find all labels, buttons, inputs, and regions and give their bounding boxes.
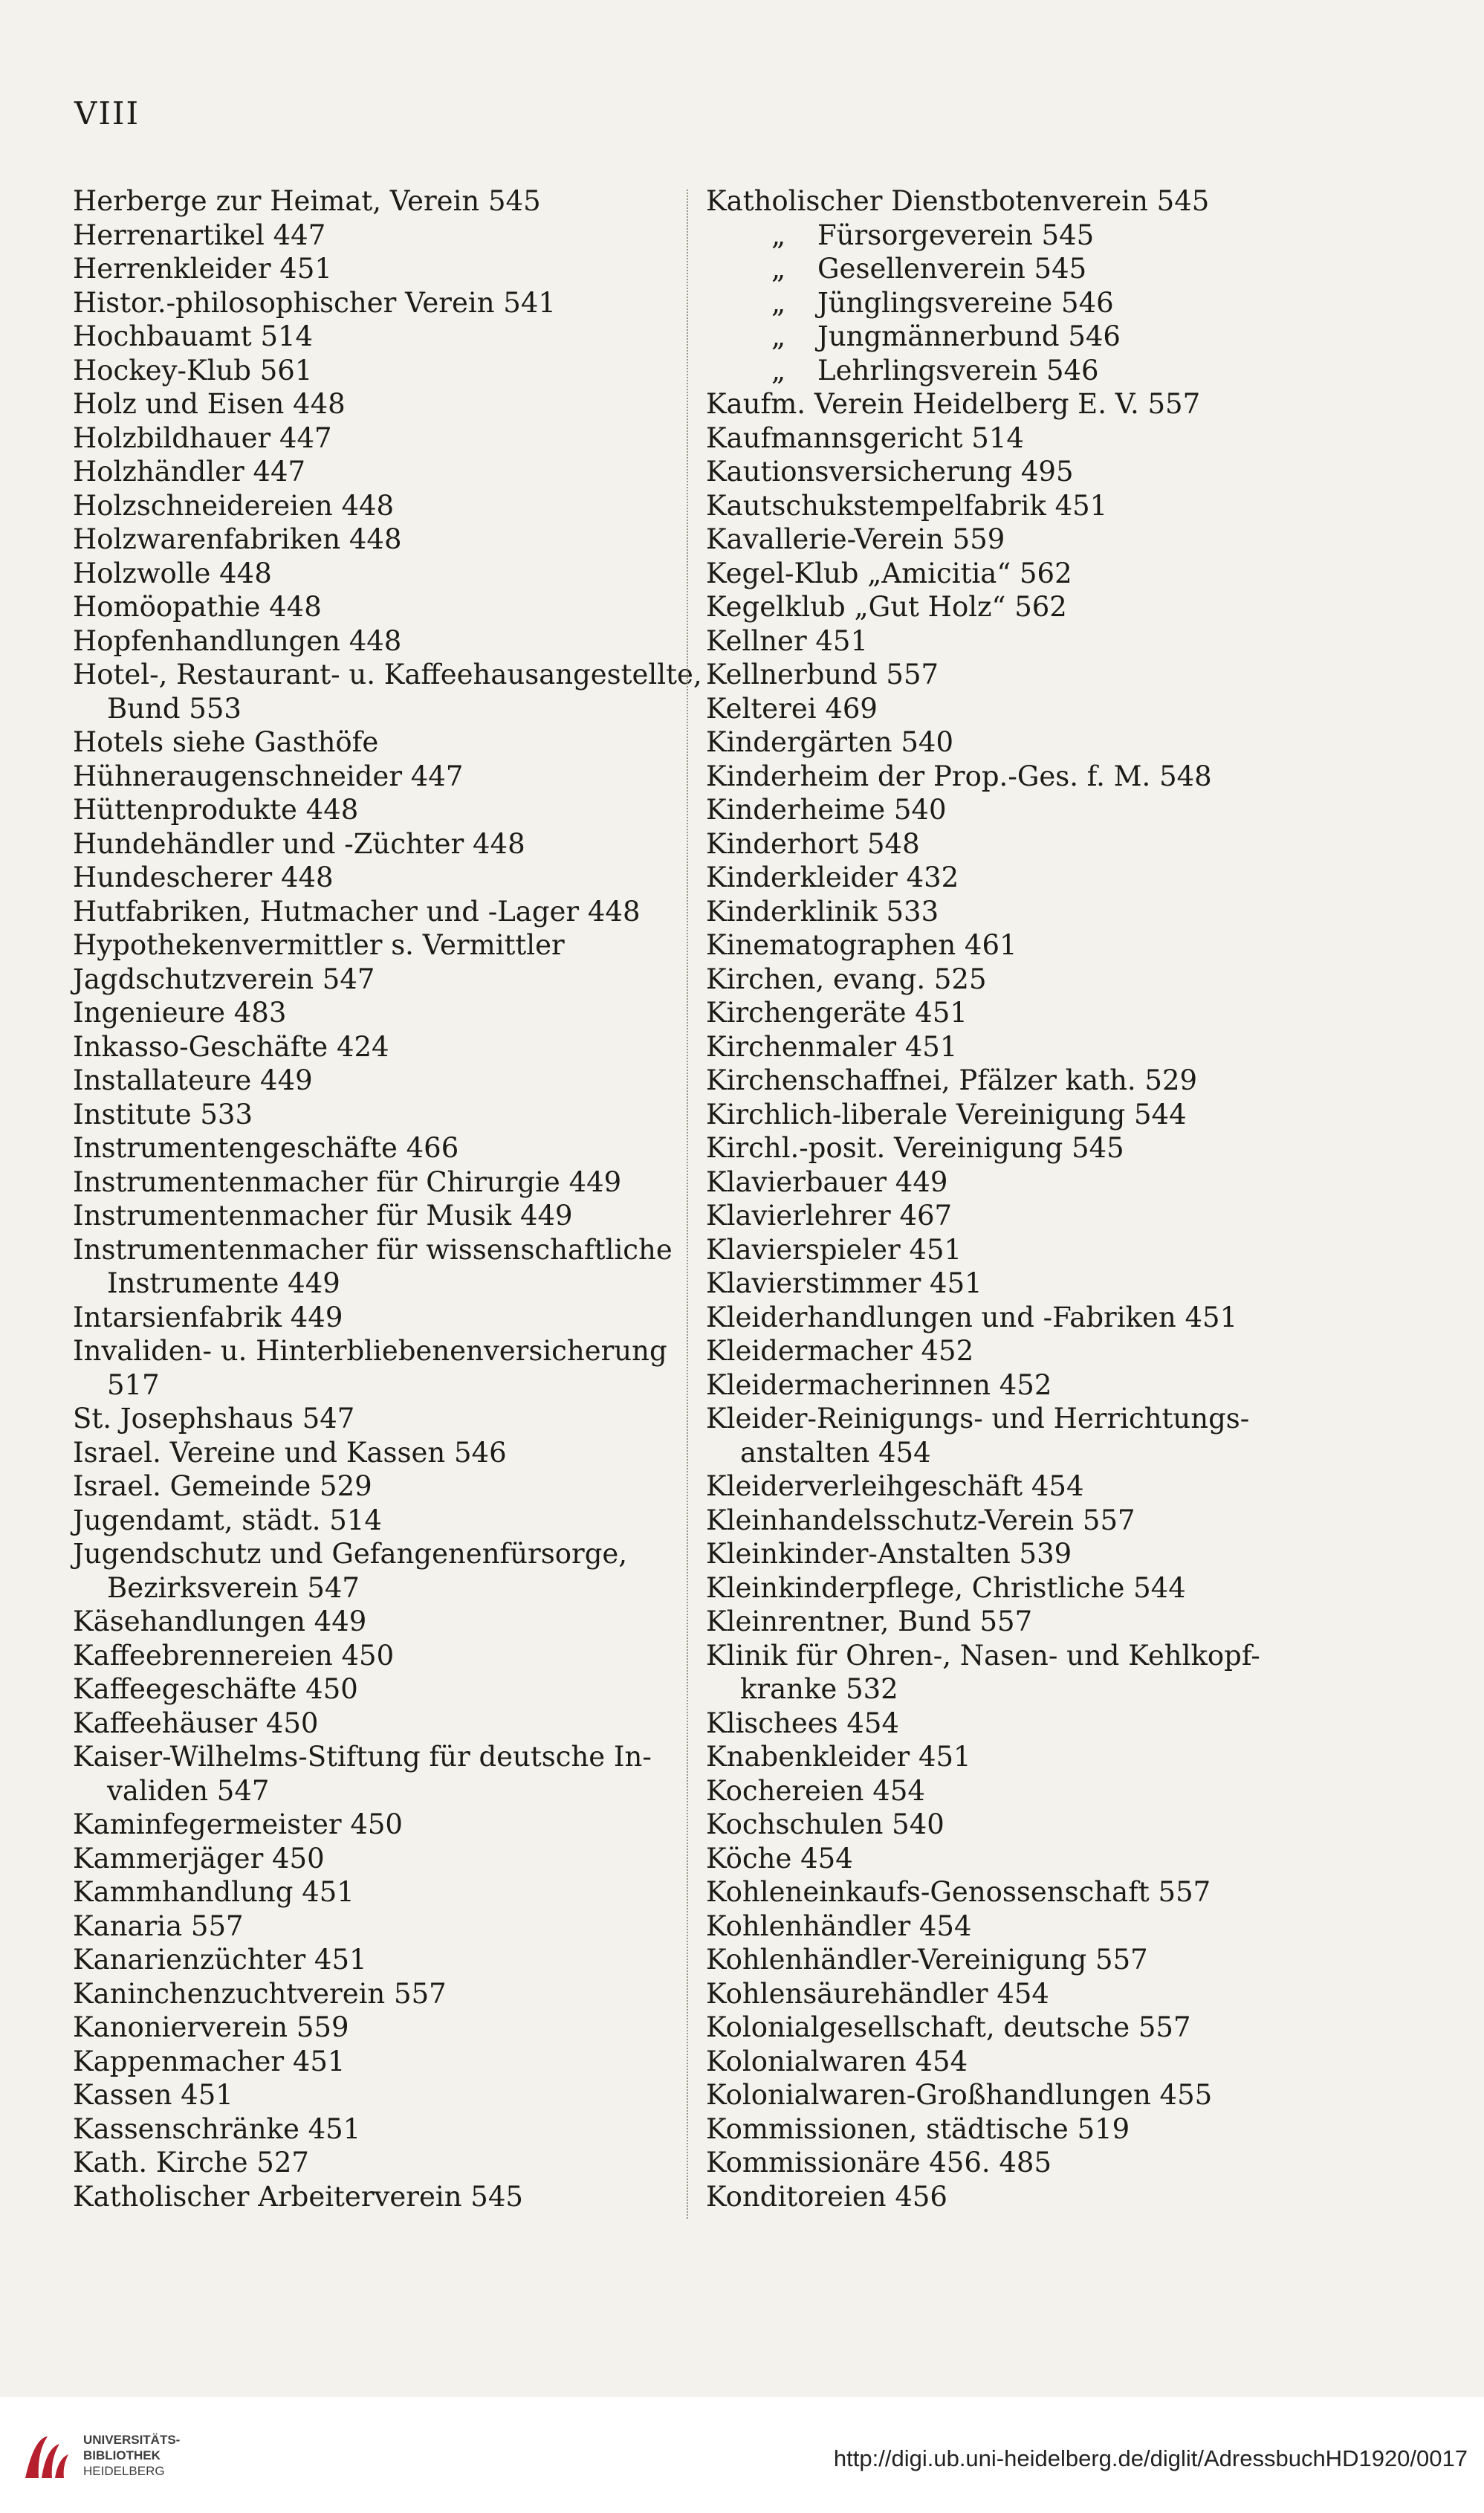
index-entry-text: Kleiderverleihgeschäft 454 [706, 1470, 1084, 1502]
index-entry-text: Kleidermacherinnen 452 [706, 1368, 1052, 1401]
index-entry-text: Kohlenhändler 454 [706, 1909, 972, 1942]
index-entry-text: Kochschulen 540 [706, 1808, 944, 1840]
index-entry-text: Kegelklub „Gut Holz“ 562 [706, 591, 1067, 623]
institution-line-2: BIBLIOTHEK [83, 2448, 161, 2462]
index-entry-text: Kohleneinkaufs-Genossenschaft 557 [706, 1876, 1211, 1908]
index-entry-text: Herrenkleider 451 [73, 253, 332, 285]
index-entry-text: Holzbildhauer 447 [73, 421, 332, 454]
ditto-mark: „ [771, 253, 786, 285]
index-entry-text: Kolonialwaren 454 [706, 2045, 968, 2077]
index-entry [706, 1977, 1323, 2011]
index-entry [73, 827, 682, 861]
index-entry [73, 455, 682, 489]
index-entry-text: Instrumentenmacher für Chirurgie 449 [73, 1165, 622, 1198]
index-entry [706, 793, 1323, 827]
index-entry-text: validen 547 [107, 1774, 270, 1807]
index-entry-text: Kanonierverein 559 [73, 2011, 349, 2043]
index-entry [706, 1165, 1323, 1200]
index-entry [73, 489, 682, 523]
index-entry-text: Holz und Eisen 448 [73, 388, 346, 420]
index-entry-text: Israel. Vereine und Kassen 546 [73, 1436, 507, 1469]
index-entry-text: Histor.-philosophischer Verein 541 [73, 286, 556, 319]
index-entry-text: Kinderhort 548 [706, 827, 920, 860]
index-entry [73, 1030, 682, 1064]
index-entry [706, 725, 1323, 760]
index-entry [73, 1098, 682, 1132]
index-entry-text: Kochereien 454 [706, 1774, 925, 1807]
index-entry [73, 1943, 682, 1977]
index-entry [706, 1131, 1323, 1165]
ditto-mark: „ [771, 219, 786, 251]
index-entry [706, 421, 1323, 456]
index-entry-text: Klavierstimmer 451 [706, 1267, 982, 1299]
index-entry [73, 2112, 682, 2147]
index-entry-text: Kolonialwaren-Großhandlungen 455 [706, 2079, 1213, 2111]
index-entry [73, 590, 682, 624]
index-entry-text: Hüttenprodukte 448 [73, 794, 359, 826]
index-entry-text: Kohlenhändler-Vereinigung 557 [706, 1944, 1148, 1976]
index-entry-text: Kinderheim der Prop.-Ges. f. M. 548 [706, 760, 1212, 792]
index-entry [706, 1537, 1323, 1571]
index-entry [706, 1808, 1323, 1842]
index-entry-text: Kassen 451 [73, 2079, 233, 2111]
index-entry [706, 252, 1323, 286]
index-entry-text: Israel. Gemeinde 529 [73, 1470, 372, 1502]
index-entry-text: Kappenmacher 451 [73, 2045, 346, 2077]
index-entry-continuation [73, 1774, 682, 1808]
index-entry-continuation [706, 1436, 1323, 1470]
index-entry-text: Kinderheime 540 [706, 794, 947, 826]
index-entry-text: Holzhändler 447 [73, 456, 306, 488]
index-entry [73, 1436, 682, 1470]
ditto-mark: „ [771, 320, 786, 352]
institution-line-3: HEIDELBERG [83, 2464, 165, 2478]
index-entry [706, 1368, 1323, 1403]
index-entry-text: Herrenartikel 447 [73, 219, 326, 251]
index-entry [706, 1909, 1323, 1944]
index-entry-text: Kleinhandelsschutz-Verein 557 [706, 1504, 1135, 1536]
index-entry [706, 1943, 1323, 1977]
index-entry-text: Kommissionen, städtische 519 [706, 2112, 1130, 2145]
index-entry [706, 1199, 1323, 1233]
index-entry [73, 1131, 682, 1165]
index-entry-text: Hopfenhandlungen 448 [73, 624, 402, 657]
index-entry [706, 320, 1323, 354]
index-entry-text: Lehrlingsverein 546 [817, 354, 1099, 387]
index-entry [706, 861, 1323, 895]
index-entry-text: Kommissionäre 456. 485 [706, 2147, 1052, 2179]
ditto-mark: „ [771, 354, 786, 387]
index-entry-text: Kinderkleider 432 [706, 861, 959, 893]
index-entry-text: Kaffeehäuser 450 [73, 1707, 319, 1739]
index-entry [73, 1740, 682, 1774]
index-entry [73, 1808, 682, 1842]
index-entry-text: Kirchlich-liberale Vereinigung 544 [706, 1098, 1187, 1131]
index-entry-text: Kaninchenzuchtverein 557 [73, 1977, 447, 2010]
index-entry-text: Hühneraugenschneider 447 [73, 760, 464, 792]
index-entry [706, 963, 1323, 997]
index-entry [73, 1605, 682, 1639]
index-entry-text: Hundehändler und -Züchter 448 [73, 827, 525, 860]
index-entry [706, 1334, 1323, 1368]
index-entry [706, 2112, 1323, 2147]
index-entry-text: Kanarienzüchter 451 [73, 1944, 367, 1976]
index-entry-text: Köche 454 [706, 1842, 853, 1875]
index-entry [706, 1098, 1323, 1132]
index-entry [73, 1402, 682, 1436]
index-entry [706, 1639, 1323, 1673]
index-entry [73, 1199, 682, 1233]
index-entry [73, 760, 682, 794]
index-entry [73, 320, 682, 354]
index-entry [73, 963, 682, 997]
index-entry [706, 1571, 1323, 1605]
index-entry [73, 1707, 682, 1741]
index-entry [706, 1030, 1323, 1064]
index-entry [706, 219, 1323, 253]
index-entry [73, 2146, 682, 2180]
index-entry-text: anstalten 454 [740, 1436, 931, 1469]
index-entry-text: Kath. Kirche 527 [73, 2147, 309, 2179]
index-entry-text: Intarsienfabrik 449 [73, 1301, 343, 1333]
index-entry [706, 1774, 1323, 1808]
index-entry [73, 523, 682, 557]
index-entry [73, 624, 682, 659]
index-column-right [706, 184, 1323, 2213]
index-entry [706, 286, 1323, 320]
index-entry [706, 1707, 1323, 1741]
index-entry-text: Kaufmannsgericht 514 [706, 421, 1024, 454]
index-entry [706, 827, 1323, 861]
index-entry-text: Kautschukstempelfabrik 451 [706, 489, 1108, 522]
index-entry [73, 1639, 682, 1673]
source-url-link[interactable]: http://digi.ub.uni-heidelberg.de/diglit/AdressbuchHD1920/0017 [833, 2445, 1468, 2471]
index-entry [73, 895, 682, 929]
index-entry-text: Kammerjäger 450 [73, 1842, 325, 1875]
index-entry [706, 658, 1323, 692]
index-entry-text: Kellner 451 [706, 624, 869, 657]
index-entry-text: Kelterei 469 [706, 692, 878, 725]
index-entry [706, 692, 1323, 726]
index-entry [73, 1672, 682, 1707]
index-entry-text: Jugendamt, städt. 514 [73, 1504, 382, 1536]
index-entry-text: St. Josephshaus 547 [73, 1403, 355, 1435]
index-entry [73, 184, 682, 219]
index-entry [73, 2011, 682, 2045]
index-entry [706, 1301, 1323, 1335]
index-entry-text: Herberge zur Heimat, Verein 545 [73, 185, 541, 217]
index-entry [73, 793, 682, 827]
index-entry-text: Klischees 454 [706, 1707, 900, 1739]
index-entry [73, 286, 682, 320]
index-entry [706, 1402, 1323, 1436]
index-entry [706, 354, 1323, 388]
index-entry [706, 996, 1323, 1030]
index-entry-continuation [706, 1672, 1323, 1707]
index-entry-text: Kautionsversicherung 495 [706, 456, 1074, 488]
index-entry [706, 2078, 1323, 2112]
index-entry-text: Gesellenverein 545 [817, 253, 1087, 285]
page-number: VIII [74, 95, 140, 132]
index-entry [73, 2045, 682, 2079]
index-entry [706, 557, 1323, 591]
index-entry [73, 387, 682, 421]
index-entry-text: Inkasso-Geschäfte 424 [73, 1030, 389, 1063]
index-entry-text: Fürsorgeverein 545 [817, 219, 1095, 251]
index-entry-text: Jagdschutzverein 547 [73, 963, 375, 995]
index-entry [706, 895, 1323, 929]
index-entry-text: Kleidermacher 452 [706, 1335, 974, 1367]
index-entry-text: Hundescherer 448 [73, 861, 334, 893]
index-entry-text: Kohlensäurehändler 454 [706, 1977, 1049, 2010]
index-entry-text: Instrumentenmacher für wissenschaftliche [73, 1233, 673, 1266]
index-entry-text: Kaffeebrennereien 450 [73, 1639, 395, 1672]
index-entry-text: Kleinkinder-Anstalten 539 [706, 1538, 1072, 1570]
index-entry [73, 725, 682, 760]
index-entry [73, 861, 682, 895]
index-entry [73, 1233, 682, 1267]
institution-line-1: UNIVERSITÄTS- [83, 2433, 181, 2447]
index-entry [73, 2078, 682, 2112]
index-entry-text: Kirchengeräte 451 [706, 997, 968, 1029]
index-entry-text: Holzwarenfabriken 448 [73, 523, 402, 555]
index-entry [706, 1064, 1323, 1098]
index-entry-text: Bezirksverein 547 [107, 1571, 360, 1604]
index-entry [73, 557, 682, 591]
index-entry-text: Instrumentengeschäfte 466 [73, 1132, 459, 1164]
index-entry-text: Katholischer Arbeiterverein 545 [73, 2180, 523, 2213]
index-entry-text: Hutfabriken, Hutmacher und -Lager 448 [73, 895, 641, 928]
index-entry-text: Jünglingsvereine 546 [817, 286, 1114, 319]
index-column-left [73, 184, 702, 2213]
index-entry [706, 2045, 1323, 2079]
index-entry [706, 455, 1323, 489]
index-entry-text: Kellnerbund 557 [706, 659, 939, 690]
index-entry [73, 928, 682, 963]
index-entry [706, 760, 1323, 794]
index-entry [706, 387, 1323, 421]
index-entry-text: Hotel-, Restaurant- u. Kaffeehausangestellte, [73, 659, 702, 690]
index-entry-text: Konditoreien 456 [706, 2180, 947, 2213]
index-entry-text: Kirchenschaffnei, Pfälzer kath. 529 [706, 1064, 1198, 1096]
index-entry [706, 1842, 1323, 1876]
index-entry [706, 184, 1323, 219]
index-entry [706, 928, 1323, 963]
index-entry-text: Instrumente 449 [107, 1267, 340, 1299]
index-entry-text: Kaminfegermeister 450 [73, 1808, 403, 1840]
index-entry-text: kranke 532 [740, 1673, 898, 1705]
index-entry-text: Homöopathie 448 [73, 591, 322, 623]
index-entry-text: Installateure 449 [73, 1064, 313, 1096]
index-entry [706, 1605, 1323, 1639]
index-entry-text: Klinik für Ohren-, Nasen- und Kehlkopf- [706, 1639, 1260, 1672]
index-entry-text: Kanaria 557 [73, 1909, 244, 1942]
index-entry-text: Jungmännerbund 546 [817, 320, 1121, 352]
university-library-logo-icon [16, 2426, 76, 2485]
index-entry [73, 1977, 682, 2011]
index-entry [706, 2146, 1323, 2180]
index-entry [73, 1875, 682, 1909]
index-entry-text: Bund 553 [107, 692, 242, 725]
index-entry-continuation [73, 1368, 682, 1403]
index-entry-text: Kindergärten 540 [706, 726, 953, 758]
index-entry [73, 1537, 682, 1571]
index-entry [706, 1267, 1323, 1301]
index-entry-text: Kammhandlung 451 [73, 1876, 354, 1908]
index-entry [73, 421, 682, 456]
index-entry-text: Kleider-Reinigungs- und Herrichtungs- [706, 1403, 1250, 1435]
index-entry-text: Kegel-Klub „Amicitia“ 562 [706, 557, 1072, 589]
index-entry-text: Instrumentenmacher für Musik 449 [73, 1200, 573, 1232]
index-entry [706, 489, 1323, 523]
index-entry-continuation [73, 1571, 682, 1605]
column-divider [687, 190, 690, 2219]
index-entry [706, 1504, 1323, 1538]
index-entry [706, 1875, 1323, 1909]
index-entry [73, 252, 682, 286]
index-entry-text: Klavierspieler 451 [706, 1233, 962, 1266]
index-entry [706, 1740, 1323, 1774]
index-entry-text: Ingenieure 483 [73, 997, 287, 1029]
index-entry [706, 1233, 1323, 1267]
index-entry-text: Hockey-Klub 561 [73, 354, 313, 387]
index-entry-continuation [73, 692, 682, 726]
index-entry [73, 1334, 682, 1368]
index-entry-text: Kleinrentner, Bund 557 [706, 1605, 1033, 1637]
institution-name [83, 2432, 180, 2479]
index-entry-text: Kinderklinik 533 [706, 895, 939, 928]
index-entry [73, 996, 682, 1030]
index-entry-text: Hochbauamt 514 [73, 320, 314, 352]
index-entry [706, 2011, 1323, 2045]
index-entry [73, 1842, 682, 1876]
index-entry [706, 1469, 1323, 1504]
index-entry-text: Kirchen, evang. 525 [706, 963, 987, 995]
index-entry [706, 624, 1323, 659]
index-entry-text: Jugendschutz und Gefangenenfürsorge, [73, 1538, 628, 1570]
index-entry-text: 517 [107, 1368, 160, 1401]
index-entry [73, 1909, 682, 1944]
index-entry [73, 354, 682, 388]
index-entry-text: Holzwolle 448 [73, 557, 272, 589]
index-entry [73, 1165, 682, 1200]
index-entry [73, 2180, 682, 2214]
index-entry-text: Käsehandlungen 449 [73, 1605, 367, 1637]
index-entry [706, 2180, 1323, 2214]
index-entry-text: Katholischer Dienstbotenverein 545 [706, 185, 1210, 217]
index-entry [706, 590, 1323, 624]
index-entry-text: Kassenschränke 451 [73, 2112, 361, 2145]
index-entry-text: Klavierlehrer 467 [706, 1200, 953, 1232]
index-entry-text: Klavierbauer 449 [706, 1165, 948, 1198]
index-entry-text: Kinematographen 461 [706, 929, 1017, 961]
index-entry-text: Kleiderhandlungen und -Fabriken 451 [706, 1301, 1238, 1333]
index-entry-text: Institute 533 [73, 1098, 253, 1131]
index-entry-continuation [73, 1267, 682, 1301]
index-entry [73, 1301, 682, 1335]
index-entry-text: Kavallerie-Verein 559 [706, 523, 1005, 555]
index-entry-text: Hotels siehe Gasthöfe [73, 726, 379, 758]
index-entry-text: Holzschneidereien 448 [73, 489, 395, 522]
index-entry [73, 658, 702, 692]
index-entry [73, 1504, 682, 1538]
ditto-mark: „ [771, 286, 786, 319]
index-entry-text: Kaiser-Wilhelms-Stiftung für deutsche In- [73, 1741, 652, 1773]
index-entry-text: Hypothekenvermittler s. Vermittler [73, 929, 565, 961]
index-entry-text: Kaffeegeschäfte 450 [73, 1673, 358, 1705]
index-entry [73, 1469, 682, 1504]
index-entry-text: Kirchl.-posit. Vereinigung 545 [706, 1132, 1124, 1164]
index-entry-text: Knabenkleider 451 [706, 1741, 971, 1773]
index-entry-text: Kolonialgesellschaft, deutsche 557 [706, 2011, 1191, 2043]
index-entry-text: Kaufm. Verein Heidelberg E. V. 557 [706, 388, 1201, 420]
index-entry [73, 1064, 682, 1098]
index-entry [706, 523, 1323, 557]
index-entry-text: Invaliden- u. Hinterbliebenenversicherung [73, 1335, 667, 1367]
index-entry-text: Kirchenmaler 451 [706, 1030, 958, 1063]
index-entry-text: Kleinkinderpflege, Christliche 544 [706, 1571, 1186, 1604]
index-entry [73, 219, 682, 253]
